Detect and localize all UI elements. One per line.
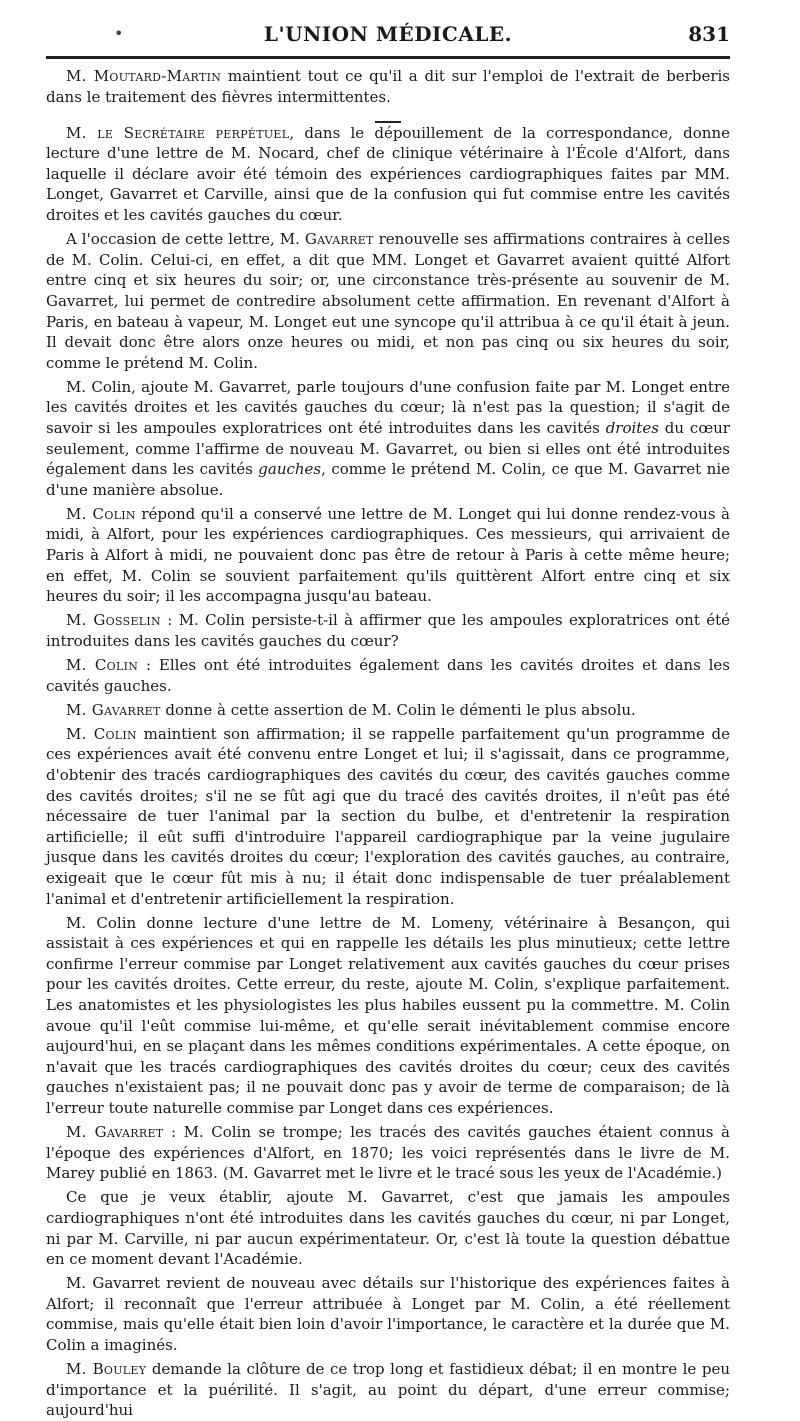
section-separator: [46, 111, 730, 123]
speaker-name: M. Colin: [66, 656, 139, 675]
paragraph-text: maintient tout ce qu'il a dit sur l'emploi de l'extrait de berberis dans le traitement des fièvres intermittentes.: [46, 67, 730, 106]
page-number: 831: [688, 22, 730, 46]
paragraph: [46, 700, 730, 721]
paragraph: [46, 123, 730, 226]
speaker-name: M. Gosselin: [66, 611, 161, 630]
paragraph-text: donne à cette assertion de M. Colin le démenti le plus absolu.: [160, 700, 636, 719]
paragraph-text: M. Colin donne lecture d'une lettre de M. Lomeny, vétérinaire à Besançon, qui assistait à ces expériences et qui en rappelle les détails les plus minutieux; cette lettre confirme l'erreur commise par Longet relativement aux cavités gauches du cœur prises pour les cavités droites. Cette erreur, du reste, ajoute M. Colin, s'explique parfaitement. Les anatomistes et les physiologistes les plus habiles eussent pu la commettre. M. Colin avoue qu'il l'eût commise lui-même, et qu'elle serait inévitablement commise encore aujourd'hui, en se plaçant dans les mêmes conditions expérimentales. A cette époque, on n'avait que les tracés cardiographiques des cavités droites du cœur; ceux des cavités gauches n'existaient pas; il ne pouvait donc pas y avoir de terme de comparaison; de là l'erreur toute naturelle commise par Longet dans ces expériences.: [46, 913, 730, 1117]
header-dot: •: [114, 24, 124, 43]
paragraph-text: M. Colin, ajoute M. Gavarret, parle toujours d'une confusion faite par M. Longet entre les cavités droites et les cavités gauches du cœur; là n'est pas la question; il s'agit de savoir si les ampoules exploratrices ont été introduites dans les cavités: [46, 377, 730, 437]
paragraph: [46, 655, 730, 696]
paragraph-text: , dans le dépouillement de la correspondance, donne lecture d'une lettre de M. Nocard, chef de clinique vétérinaire à l'École d'Alfort, dans laquelle il déclare avoir été témoin des expériences cardiographiques faites par MM. Longet, Gavarret et Carville, ainsi que de la confusion qui fut commise entre les cavités droites et les cavités gauches du cœur.: [46, 123, 730, 225]
paragraph-text: maintient son affirmation; il se rappelle parfaitement qu'un programme de ces expériences avait été convenu entre Longet et lui; il s'agissait, dans ce programme, d'obtenir des tracés cardiographiques des cavités du cœur, des cavités gauches comme des cavités droites; s'il ne se fût agi que du tracé des cavités droites, il n'eût pas été nécessaire de tuer l'animal par la section du bulbe, et d'entretenir la respiration artificielle; il eût suffi d'introduire l'appareil cardiographique par la veine jugulaire jusque dans les cavités droites du cœur; l'exploration des cavités gauches, au contraire, exigeait que le cœur fût mis à nu; il était donc indispensable de tuer préalablement l'animal et d'entretenir artificiellement la respiration.: [46, 724, 730, 908]
paragraph-text: : M. Colin se trompe; les tracés des cavités gauches étaient connus à l'époque des expériences d'Alfort, en 1870; les voici représentés dans le livre de M. Marey publié en 1863. (M. Gavarret met le livre et le tracé sous les yeux de l'Académie.): [46, 1123, 730, 1183]
paragraph-text: demande la clôture de ce trop long et fastidieux débat; il en montre le peu d'importance et la puérilité. Il s'agit, au point du départ, d'une erreur commise; aujourd'hui: [46, 1360, 730, 1420]
paragraph: [46, 724, 730, 909]
speaker-name: M. Bouley: [66, 1360, 147, 1379]
paragraph-text: renouvelle ses affirmations contraires à celles de M. Colin. Celui-ci, en effet, a dit que MM. Longet et Gavarret avaient quitté Alfort entre cinq et six heures du soir; or, une circonstance très-présente au souvenir de M. Gavarret, lui permet de contredire absolument cette affirmation. En revenant d'Alfort à Paris, en bateau à vapeur, M. Longet eut une syncope qu'il attribua à ce qu'il était à jeun. Il devait donc être alors onze heures ou midi, et non pas cinq ou six heures du soir, comme le prétend M. Colin.: [46, 230, 731, 372]
journal-title: L'UNION MÉDICALE.: [263, 22, 513, 46]
running-header: [46, 22, 730, 52]
paragraph: [46, 1122, 730, 1184]
speaker-name: M. Colin: [66, 724, 137, 743]
paragraph: [46, 610, 730, 651]
paragraph: [46, 1273, 730, 1355]
speaker-name: M. le Secrétaire perpétuel: [66, 123, 290, 142]
speaker-name: M. Moutard-Martin: [66, 67, 222, 85]
speaker-name: M. Gavarret: [66, 700, 161, 719]
paragraph: [46, 913, 730, 1119]
paragraph-text: : M. Colin persiste-t-il à affirmer que les ampoules exploratrices ont été introduites dans les cavités gauches du cœur?: [46, 611, 730, 650]
paragraph: [46, 377, 730, 501]
speaker-name: M. Gavarret: [66, 1123, 164, 1142]
paragraph-text: A l'occasion de cette lettre, M.: [66, 230, 305, 249]
paragraph-text: : Elles ont été introduites également dans les cavités droites et dans les cavités gauches.: [46, 656, 730, 695]
speaker-name: Gavarret: [304, 230, 374, 249]
paragraph: [46, 1359, 730, 1421]
paragraph: [46, 66, 730, 107]
paragraph-text: répond qu'il a conservé une lettre de M. Longet qui lui donne rendez-vous à midi, à Alfort, pour les expériences cardiographiques. Ces messieurs, qui arrivaient de Paris à Alfort à midi, ne pouvaient donc pas être de retour à Paris à cette même heure; en effet, M. Colin se souvient parfaitement qu'ils quittèrent Alfort entre cinq et six heures du soir; il les accompagna jusqu'au bateau.: [46, 504, 730, 606]
paragraph: [46, 229, 730, 373]
paragraph-text: Ce que je veux établir, ajoute M. Gavarret, c'est que jamais les ampoules cardiographiques n'ont été introduites dans les cavités gauches du cœur, ni par Longet, ni par M. Carville, ni par aucun expérimentateur. Or, c'est là toute la question débattue en ce moment devant l'Académie.: [46, 1188, 730, 1269]
paragraph: [46, 504, 730, 607]
paragraph-text: du cœur seulement, comme l'affirme de nouveau M. Gavarret, ou bien si elles ont été introduites également dans les cavités: [46, 419, 730, 479]
article-body: [46, 66, 731, 1420]
paragraph-text: M. Gavarret revient de nouveau avec détails sur l'historique des expériences faites à Alfort; il reconnaît que l'erreur attribuée à Longet par M. Colin, a été réellement commise, mais qu'elle était bien loin d'avoir l'importance, le caractère et la durée que M. Colin a imaginés.: [46, 1274, 730, 1355]
header-rule: [46, 56, 730, 59]
italic-term: gauches: [258, 460, 322, 479]
paragraph: [46, 1187, 730, 1269]
speaker-name: M. Colin: [66, 504, 136, 523]
paragraph-text: , comme le prétend M. Colin, ce que M. Gavarret nie d'une manière absolue.: [46, 460, 730, 499]
italic-term: droites: [605, 419, 659, 437]
